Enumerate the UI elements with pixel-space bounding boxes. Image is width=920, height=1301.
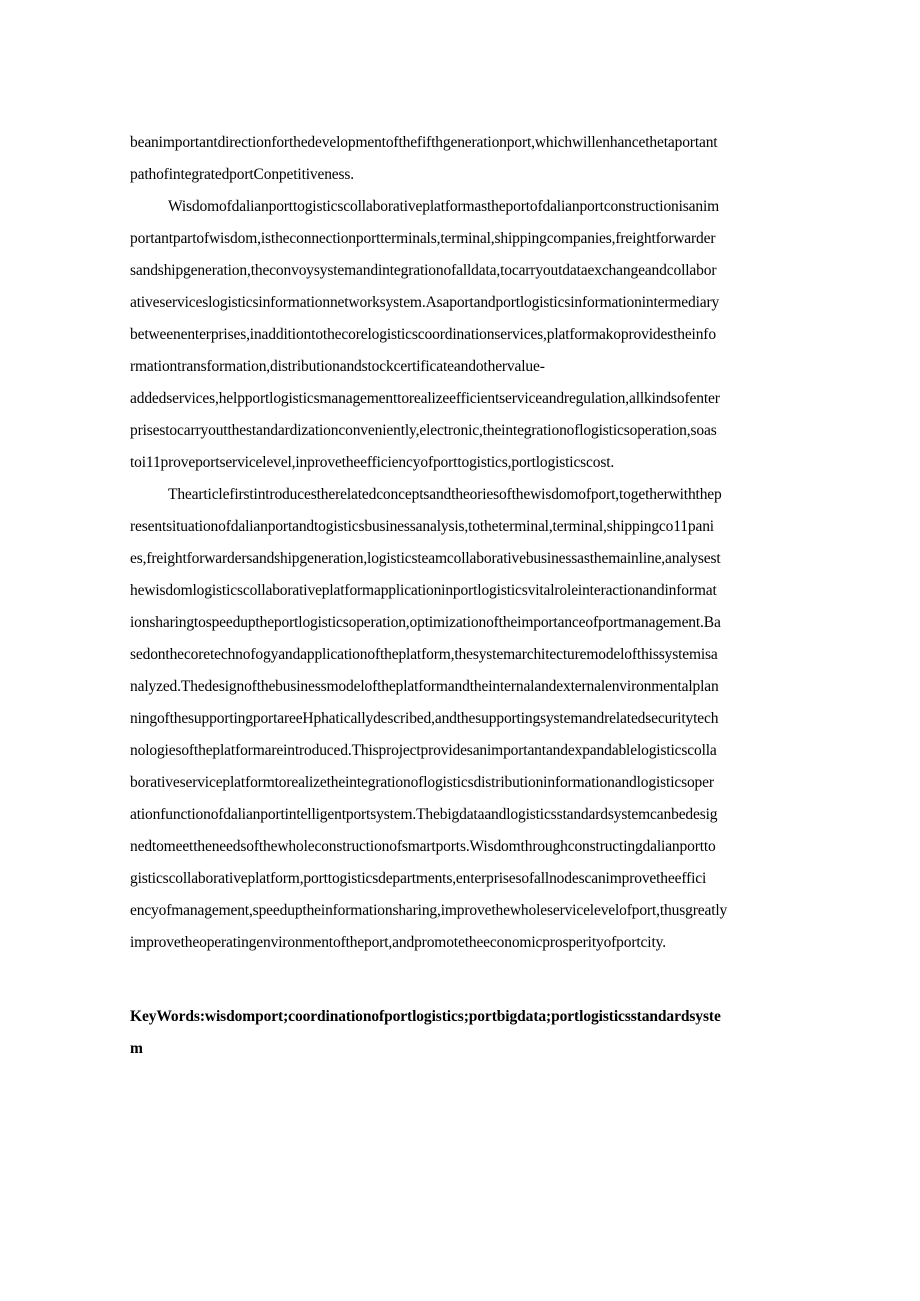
- paragraph-2-line-1: Wisdomofdalianporttogisticscollaborativeplatformastheportofdalianportconstructionisanim: [168, 198, 720, 215]
- paragraph-2-line-5: betweenenterprises,inadditiontothecorelogisticscoordinationservices,platformakoprovidestheinfo: [130, 326, 716, 343]
- paragraph-3-line-9: nologiesoftheplatformareintroduced.Thisprojectprovidesanimportantandexpandablelogisticscolla: [130, 742, 717, 759]
- paragraph-1-line-1: beanimportantdirectionforthedevelopmentofthefifthgenerationport,whichwillenhancethetaportant: [130, 134, 718, 151]
- paragraph-1-line-2: pathofintegratedportConpetitiveness.: [130, 166, 355, 183]
- paragraph-3-line-5: ionsharingtospeeduptheportlogisticsoperation,optimizationoftheimportanceofportmanagement.Ba: [130, 614, 721, 631]
- paragraph-3-line-2: resentsituationofdalianportandtogisticsbusinessanalysis,totheterminal,terminal,shippingco11pani: [130, 518, 714, 535]
- paragraph-3-line-6: sedonthecoretechnofogyandapplicationoftheplatform,thesystemarchitecturemodelofthissystemisa: [130, 646, 718, 663]
- paragraph-3-line-7: nalyzed.Thedesignofthebusinessmodeloftheplatformandtheinternalandexternalenvironmentalplan: [130, 678, 719, 695]
- paragraph-3-line-14: encyofmanagement,speeduptheinformationsharing,improvethewholeservicelevelofport,thusgreatly: [130, 902, 728, 919]
- paragraph-3-line-12: nedtomeettheneedsofthewholeconstructionofsmartports.Wisdomthroughconstructingdalianportto: [130, 838, 716, 855]
- paragraph-3-line-1: Thearticlefirstintroducestherelatedconceptsandtheoriesofthewisdomofport,togetherwiththep: [168, 486, 722, 503]
- paragraph-3-line-11: ationfunctionofdalianportintelligentportsystem.Thebigdataandlogisticsstandardsystemcanbedesig: [130, 806, 718, 823]
- paragraph-2-line-7: addedservices,helpportlogisticsmanagementtorealizeefficientserviceandregulation,allkindsofenter: [130, 390, 720, 407]
- paragraph-2-line-4: ativeserviceslogisticsinformationnetworksystem.Asaportandportlogisticsinformationintermediary: [130, 294, 720, 311]
- keywords-line-1: KeyWords:wisdomport;coordinationofportlogistics;portbigdata;portlogisticsstandardsyste: [130, 1008, 721, 1025]
- paragraph-3-line-10: borativeserviceplatformtorealizetheintegrationoflogisticsdistributioninformationandlogisticsoper: [130, 774, 714, 791]
- paragraph-3-line-3: es,freightforwardersandshipgeneration,logisticsteamcollaborativebusinessasthemainline,analysest: [130, 550, 721, 567]
- paragraph-2-line-3: sandshipgeneration,theconvoysystemandintegrationofalldata,tocarryoutdataexchangeandcollabor: [130, 262, 717, 279]
- paragraph-2-line-9: toi11proveportservicelevel,inprovetheefficiencyofporttogistics,portlogisticscost.: [130, 454, 615, 471]
- keywords-line-2: m: [130, 1040, 143, 1057]
- paragraph-2-line-2: portantpartofwisdom,istheconnectionportterminals,terminal,shippingcompanies,freightforwarder: [130, 230, 716, 247]
- paragraph-3-line-8: ningofthesupportingportareeHphaticallydescribed,andthesupportingsystemandrelatedsecuritytech: [130, 710, 719, 727]
- paragraph-3-line-13: gisticscollaborativeplatform,porttogisticsdepartments,enterprisesofallnodescanimprovetheeffici: [130, 870, 707, 887]
- paragraph-3-line-4: hewisdomlogisticscollaborativeplatformapplicationinportlogisticsvitalroleinteractionandinformat: [130, 582, 717, 599]
- paragraph-2-line-6: rmationtransformation,distributionandstockcertificateandothervalue-: [130, 358, 545, 375]
- paragraph-3-line-15: improvetheoperatingenvironmentoftheport,andpromotetheeconomicprosperityofportcity.: [130, 934, 666, 951]
- paragraph-2-line-8: prisestocarryoutthestandardizationconveniently,electronic,theintegrationoflogisticsoperation,soas: [130, 422, 717, 439]
